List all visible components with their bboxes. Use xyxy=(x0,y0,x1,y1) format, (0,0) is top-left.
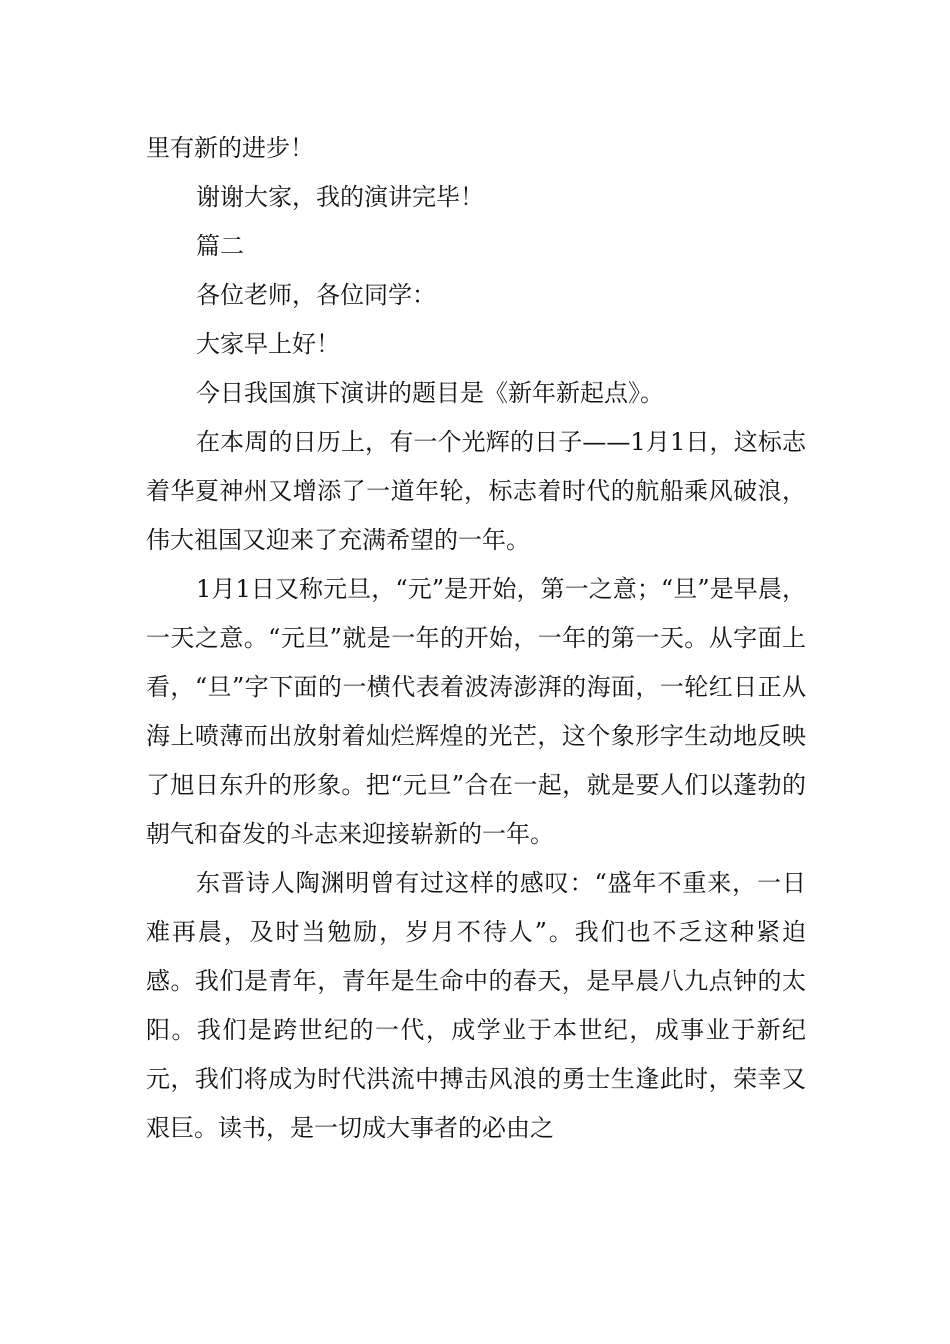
section-heading: 篇二 xyxy=(196,232,244,260)
paragraph-greeting: 大家早上好！ xyxy=(196,330,340,358)
paragraph-continuation: 里有新的进步！ xyxy=(146,134,314,162)
paragraph-salutation: 各位老师，各位同学： xyxy=(196,281,436,309)
paragraph-topic: 今日我国旗下演讲的题目是《新年新起点》。 xyxy=(196,379,664,407)
document-body xyxy=(146,124,806,1153)
paragraph-calendar: 在本周的日历上，有一个光辉的日子——1月1日，这标志着华夏神州又增添了一道年轮，标志着时代的航船乘风破浪，伟大祖国又迎来了充满希望的一年。 xyxy=(146,428,806,554)
paragraph-tao-yuanming: 东晋诗人陶渊明曾有过这样的感叹：“盛年不重来，一日难再晨，及时当勉励，岁月不待人”。我们也不乏这种紧迫感。我们是青年，青年是生命中的春天，是早晨八九点钟的太阳。我们是跨世纪的一代，成学业于本世纪，成事业于新纪元，我们将成为时代洪流中搏击风浪的勇士生逢此时，荣幸又艰巨。读书，是一切成大事者的必由之 xyxy=(146,869,806,1142)
paragraph-yuandan-meaning: 1月1日又称元旦，“元”是开始，第一之意；“旦”是早晨，一天之意。“元旦”就是一年的开始，一年的第一天。从字面上看，“旦”字下面的一横代表着波涛澎湃的海面，一轮红日正从海上喷薄而出放射着灿烂辉煌的光芒，这个象形字生动地反映了旭日东升的形象。把“元旦”合在一起，就是要人们以蓬勃的朝气和奋发的斗志来迎接崭新的一年。 xyxy=(146,575,806,848)
paragraph-closing-thanks: 谢谢大家，我的演讲完毕！ xyxy=(196,183,484,211)
